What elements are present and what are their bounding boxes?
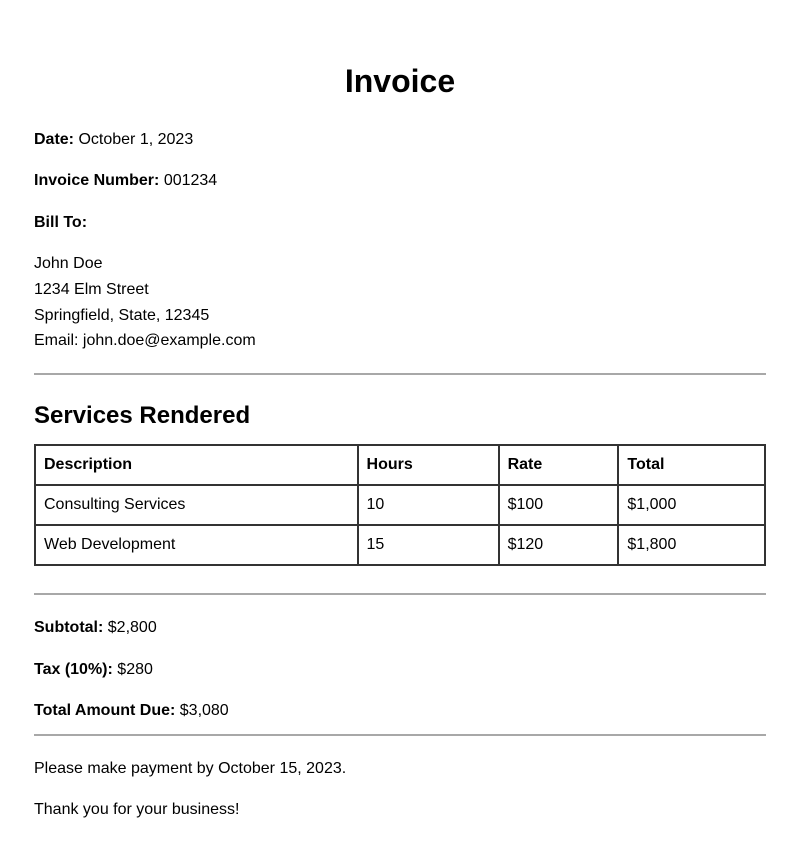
services-table: [34, 444, 766, 566]
table-row: [35, 525, 765, 565]
tax-value: $280: [117, 661, 153, 678]
header-total: Total: [618, 445, 765, 485]
bill-to-city: Springfield, State, 12345: [34, 307, 210, 324]
divider-bottom: [34, 734, 766, 736]
tax: [34, 660, 153, 680]
invoice-number-value: 001234: [163, 172, 218, 189]
bill-to-heading: [34, 213, 87, 233]
divider-middle: [34, 593, 766, 595]
invoice-number-label: Invoice Number:: [34, 172, 160, 189]
cell-total: $1,000: [618, 485, 765, 525]
cell-description: Web Development: [35, 525, 358, 565]
header-hours: Hours: [358, 445, 499, 485]
table-header-row: [35, 445, 765, 485]
cell-rate: $100: [499, 485, 619, 525]
invoice-date-label: Date:: [34, 131, 75, 148]
bill-to-street: 1234 Elm Street: [34, 281, 149, 298]
subtotal: [34, 618, 157, 638]
total-amount-due: [34, 701, 229, 721]
services-title: Services Rendered: [34, 402, 251, 429]
subtotal-value: $2,800: [107, 619, 157, 636]
divider-top: [34, 373, 766, 375]
payment-note: Please make payment by October 15, 2023.: [34, 760, 347, 777]
thank-you-note: Thank you for your business!: [34, 801, 240, 818]
total-value: $3,080: [179, 702, 229, 719]
cell-total: $1,800: [618, 525, 765, 565]
bill-to-email: Email: john.doe@example.com: [34, 332, 256, 349]
subtotal-label: Subtotal:: [34, 619, 104, 636]
invoice-date-value: October 1, 2023: [78, 131, 194, 148]
invoice-number: [34, 171, 217, 191]
bill-to-name: John Doe: [34, 255, 103, 272]
cell-hours: 10: [358, 485, 499, 525]
header-rate: Rate: [499, 445, 619, 485]
invoice-date: [34, 130, 193, 150]
header-description: Description: [35, 445, 358, 485]
bill-to-label: Bill To:: [34, 214, 88, 231]
cell-rate: $120: [499, 525, 619, 565]
total-label: Total Amount Due:: [34, 702, 176, 719]
tax-label: Tax (10%):: [34, 661, 113, 678]
cell-description: Consulting Services: [35, 485, 358, 525]
invoice-title: Invoice: [344, 63, 456, 99]
table-row: [35, 485, 765, 525]
cell-hours: 15: [358, 525, 499, 565]
